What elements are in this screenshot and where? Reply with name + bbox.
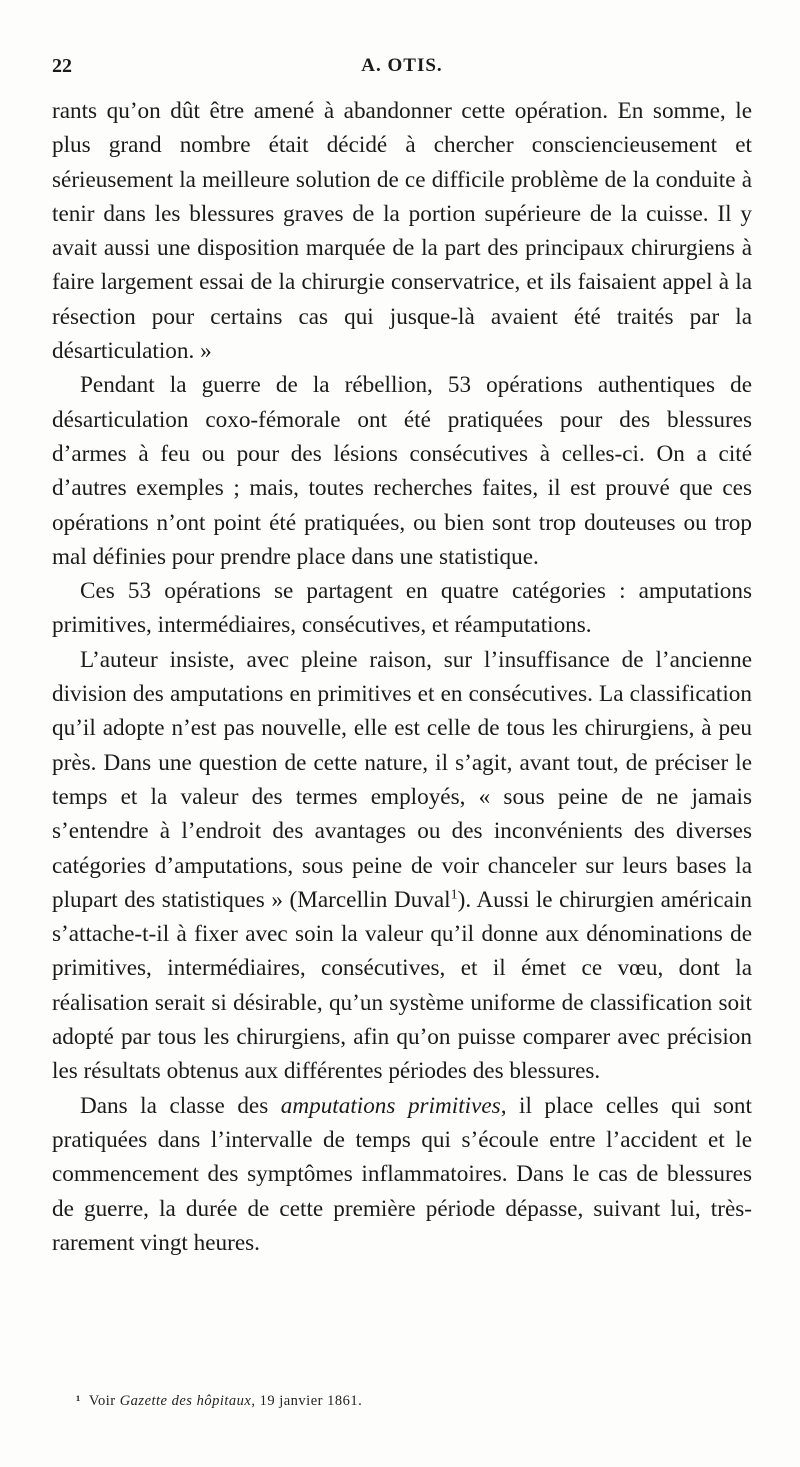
paragraph-text: Dans la classe des [80,1092,281,1119]
page-number: 22 [52,55,72,77]
paragraph-text: rants qu’on dût être amené à abandonner cette opération. En somme, le plus grand nombre était décidé à chercher consciencieusement et sérieusement la meilleure solution de ce difficile problème de la conduite à tenir dans les blessures graves de la portion supérieure de la cuisse. Il y avait aussi une disposition marquée de la part des principaux chirurgiens à faire largement essai de la chirurgie conservatrice, et ils faisaient appel à la résection pour certains cas qui jusque-là avaient été traités par la désarticulation. » [52,98,752,365]
paragraph-text: L’auteur insiste, avec pleine raison, sur l’insuffisance de l’ancienne division des amputations en primitives et en consécutives. La classification qu’il adopte n’est pas nouvelle, elle est celle de tous les chirurgiens, à peu près. Dans une question de cette nature, il s’agit, avant tout, de préciser le temps et la valeur des termes employés, « sous peine de ne jamais s’entendre à l’endroit des avantages ou des inconvénients des diverses catégories d’amputations, sous peine de voir chanceler sur leurs bases la plupart des statistiques » (Marcellin Duval [52,646,752,913]
body-text [52,94,752,1260]
footnote-text: , 19 janvier 1861. [251,1393,363,1409]
footnote-text: Voir [88,1393,120,1409]
paragraph-categories [52,574,752,643]
footnote-reference[interactable]: 1 [450,887,458,903]
paragraph-text: Ces 53 opérations se partagent en quatre catégories : amputations primitives, intermédiaires, consécutives, et réamputations. [52,578,752,639]
page-header [52,55,752,85]
footnote-mark: ¹ [76,1393,81,1409]
paragraph-text: , il place celles qui sont pratiquées dans l’intervalle de temps qui s’écoule entre l’accident et le commencement des symptômes inflammatoires. Dans le cas de blessures de guerre, la durée de cette première période dépasse, suivant lui, très-rarement vingt heures. [52,1092,752,1256]
italic-term: amputations primitives [280,1092,501,1119]
paragraph-text: ). Aussi le chirurgien américain s’attache-t-il à fixer avec soin la valeur qu’il donne aux dénominations de primitives, intermédiaires, consécutives, et il émet ce vœu, dont la réalisation serait si désirable, qu’un système uniforme de classification soit adopté par tous les chirurgiens, afin qu’on puisse comparer avec précision les résultats obtenus aux différentes périodes des blessures. [52,886,752,1085]
paragraph-continuation [52,94,752,368]
footnote [76,1392,756,1410]
paragraph-text: Pendant la guerre de la rébellion, 53 opérations authentiques de désarticulation coxo-fémorale ont été pratiquées pour des blessures d’armes à feu ou pour des lésions consécutives à celles-ci. On a cité d’autres exemples ; mais, toutes recherches faites, il est prouvé que ces opérations n’ont point été pratiquées, ou bien sont trop douteuses ou trop mal définies pour prendre place dans une statistique. [52,372,752,570]
running-title: A. OTIS. [361,55,443,76]
paragraph-primitives [52,1089,752,1260]
paragraph-classification [52,643,752,1089]
paragraph-rebellion [52,368,752,574]
footnote-source-title: Gazette des hôpitaux [119,1393,252,1409]
